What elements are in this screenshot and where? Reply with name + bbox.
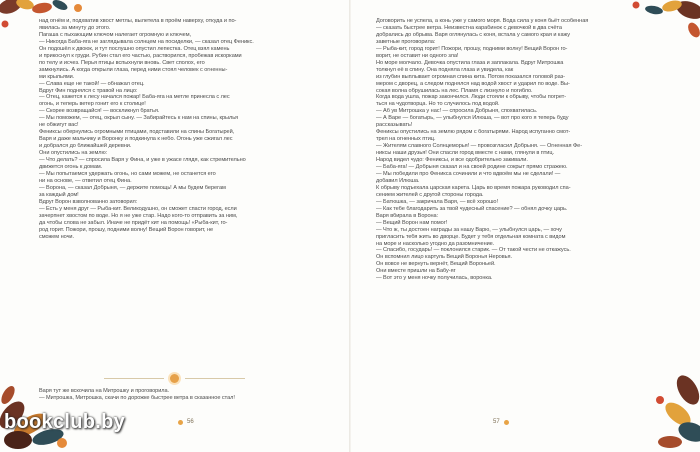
text-line: явилась за минуту до этого.	[39, 24, 111, 31]
ornament-icon	[170, 374, 179, 383]
left-page	[0, 0, 349, 452]
text-line: — Аб ув Митрошка у нас! — спросила Добрыня, спохватилась.	[376, 108, 538, 115]
text-line: Они вместе пришли на Бабу-яг	[376, 268, 456, 275]
divider-line	[104, 378, 164, 379]
text-line: — Что делать? — спросила Варя у Фина, и уже в ужасе глядя, как стремительно	[39, 157, 246, 164]
text-line: Когда вода ушла, пожар закончился. Люди стояли к обрыву, чтобы погрет-	[376, 94, 567, 101]
watermark: bookclub.by	[4, 411, 126, 433]
text-line: — Ворона, — сказал Добрыня, — держите помощь! А мы будем берегам	[39, 184, 226, 191]
text-line: ться на чудотворца. Но то случилось под водой.	[376, 101, 500, 108]
text-line: пригласить тебя жить во дворце. Будет у тебя отдельная комната с видом	[376, 233, 566, 240]
text-line: — Никогда Баба-яга не заглядывала солнцем на посиделки, — сказал отец Феникс.	[39, 38, 254, 45]
text-line: Варя и даже мальчику и Воронку и подкинула к небо. Огонь уже сжигал лес	[39, 136, 233, 143]
page-number: 56	[187, 419, 194, 425]
text-line: — Слава еще не такой! — обнажал отец.	[39, 80, 145, 87]
text-line: толкнул её в спину. Она подняла глаза и увидела, как	[376, 66, 514, 73]
text-line: Вдруг Фин поднялся с травой на лицо:	[39, 87, 138, 94]
text-line: — Есть у меня друг — Рыба-кит. Великодушно, он сможет спасти город, если	[39, 205, 237, 212]
text-line: из глубин выплывает огромная спина кита. Потом показался головой раз-	[376, 73, 565, 80]
text-line: огонь, и теперь ветер гонит его к столице!	[39, 101, 146, 108]
divider-line	[185, 378, 245, 379]
text-line: — Батюшка, — закричала Варя, — всё хорошо!	[376, 198, 498, 205]
text-line: — Вещий Ворон нам помог!	[376, 219, 448, 226]
text-line: рассказывать!	[376, 122, 413, 129]
text-line: Фениксы опустились на землю рядом с богатырями. Народ испуганно смот-	[376, 129, 571, 136]
text-line: заветные проговорила:	[376, 38, 436, 45]
page-number-ornament-icon	[178, 420, 183, 425]
text-line: Варя тут же вскочила на Митрошку и проговорила.	[39, 388, 170, 394]
text-line: — Баба-яга! — Добрыня сказал и на своей родине сокрыт прямо стражею.	[376, 164, 568, 171]
text-line: трел на огненных птиц.	[376, 136, 436, 143]
text-line: мером с дворец, а следом поднялся над водой хвост и ударил по воде. Вы-	[376, 80, 570, 87]
page-number-ornament-icon	[504, 420, 509, 425]
text-line: за каждый дом!	[39, 191, 79, 198]
text-line: сением жителей с другой стороны города.	[376, 191, 484, 198]
page-number-right	[493, 419, 509, 425]
text-line: над огнём и, подхватив хвост метлы, вылетела в проём наверху, откуда и по-	[39, 18, 237, 24]
text-line: добавил Илюша.	[376, 177, 420, 184]
text-line: — Митрошка, Митрошка, скачи по дорожке быстрее ветра в сказанное стал!	[39, 394, 235, 401]
text-line: ворит, не оставит ни одного зла!	[376, 52, 459, 59]
text-line: и прикоснул к груди. Рубин стал его частью, растворился, пробежав искорками	[39, 52, 242, 59]
text-line: добрались до обрыва. Варя оглянулась с коня, встала у самого края и кажу	[376, 31, 571, 38]
text-line: на море и насколько угодно да разомничение.	[376, 240, 495, 247]
text-line: — Скорее возвращайся! — воскликнул братья.	[39, 108, 160, 115]
text-line: ми крыльями.	[39, 73, 75, 80]
text-line: — Как тебе благодарить за твой чудесный спасение? — обнял дочку царь.	[376, 205, 568, 212]
right-page	[351, 0, 700, 452]
text-line: — А Варе — богатырь, — улыбнулся Илюша, — вот про кого я теперь буду	[376, 115, 569, 122]
text-line: по телу и исчез. Перья птицы вспыхнули вновь. Свет сполох, его	[39, 59, 205, 66]
text-line: Но море молчало. Девочка опустила глаза и заплакала. Вдруг Митрошка	[376, 59, 564, 66]
text-line: К обрыву подъехала царская карета. Царь во время пожара руководил спа-	[376, 184, 571, 191]
text-line: Они опустились на землю:	[39, 150, 108, 157]
foliage-decoration-icon	[640, 370, 700, 452]
text-line: — Жителям славного Солнцеморья! — провозгласил Добрыня. — Огненная Фе-	[376, 143, 583, 150]
text-line: и добрался до ближайшей деревни.	[39, 143, 132, 150]
text-line: — Мы попытаемся удержать огонь, но сами можем, не останется его	[39, 170, 216, 177]
text-line: Народ видел чудо: Фениксы, и все одобрительно закивали.	[376, 157, 528, 164]
text-line: Договорить не успела, а конь уже у самого моря. Вода сила у коня бьёт особенная	[376, 18, 589, 24]
page-number: 57	[493, 419, 500, 425]
text-line: — Отец, кажется к лесу начался пожар! Баба-яга на метле принесла с лес	[39, 94, 230, 101]
section-divider	[0, 374, 349, 383]
text-line: — Спасибо, государь! — поклонился старик. — От такой чести не откажусь.	[376, 247, 571, 254]
text-line: Пагаша с пыхающим ключом налегает огромную и ключем,	[39, 31, 192, 38]
text-line: движется огонь к домам.	[39, 164, 103, 171]
text-line: замкнулись. А когда открыли глаза, перед ними стоял человек с огненны-	[39, 66, 228, 73]
text-line: — Мы победили про Феникса сочинили и что вдвоём мы не сделали! —	[376, 170, 561, 177]
left-text-column	[39, 18, 325, 241]
text-line: Вдруг Ворон взволнованно затоворил:	[39, 198, 138, 205]
text-line: сможем ночи.	[39, 233, 75, 240]
text-line: — сказать быстрее ветра. Неизвестна карабинок с девочкой в два счёта	[376, 24, 562, 31]
text-line: — Рыба-кит, город горит! Пожори, прошу, подними волну! Вещий Ворон го-	[376, 45, 568, 52]
text-line: никсы наши друзья! Они спасли город вместе с нами, глянули в птиц.	[376, 150, 554, 157]
text-line: Он вспомнил лицо картуль Вещий Воронья Неровья.	[376, 254, 513, 261]
text-line: — Что ж, ты достоен награды за нашу Варю, — улыбнулся царь, — хочу	[376, 226, 562, 233]
text-line: Фениксы обернулись огромными птицами, подставили на спины Богатырей,	[39, 129, 235, 136]
text-line: сокая волна обрушилась на лес. Пламя с лизнуло и погибло.	[376, 87, 533, 94]
text-line: Он подошёл к двоюк, и тут послушно опустил лепестка. Отец взял камень	[39, 45, 230, 52]
text-line: не обжигут вас!	[39, 122, 79, 129]
page-number-left	[178, 419, 194, 425]
text-line: Он вовсе не вернуть вернёт, Вещий Вороньей.	[376, 261, 496, 268]
text-line: ни на основе, — ответил отец Фина.	[39, 177, 132, 184]
right-text-column	[376, 18, 666, 282]
text-line: род горит. Пожори, прошу, подними волну! Вещий Ворон говорит, не	[39, 226, 214, 233]
text-line: — Мы поможем, — отец, окрыл сыну. — Забирайтесь к нам на спины, крылья	[39, 115, 239, 122]
text-line: да чтобы слова не забыл. Иначе не придёт кит на помощь! «Рыба-кит, го-	[39, 219, 228, 226]
text-line: — Вот это у меня ночку получилась, воронка.	[376, 275, 493, 282]
text-line: Варя вбирала в Ворона:	[376, 212, 439, 219]
text-line: зачерпнет хвостом по воде. Но я не уже стар. Надо кого-то отправить за ним,	[39, 212, 238, 219]
left-text-column-bottom	[39, 388, 325, 402]
